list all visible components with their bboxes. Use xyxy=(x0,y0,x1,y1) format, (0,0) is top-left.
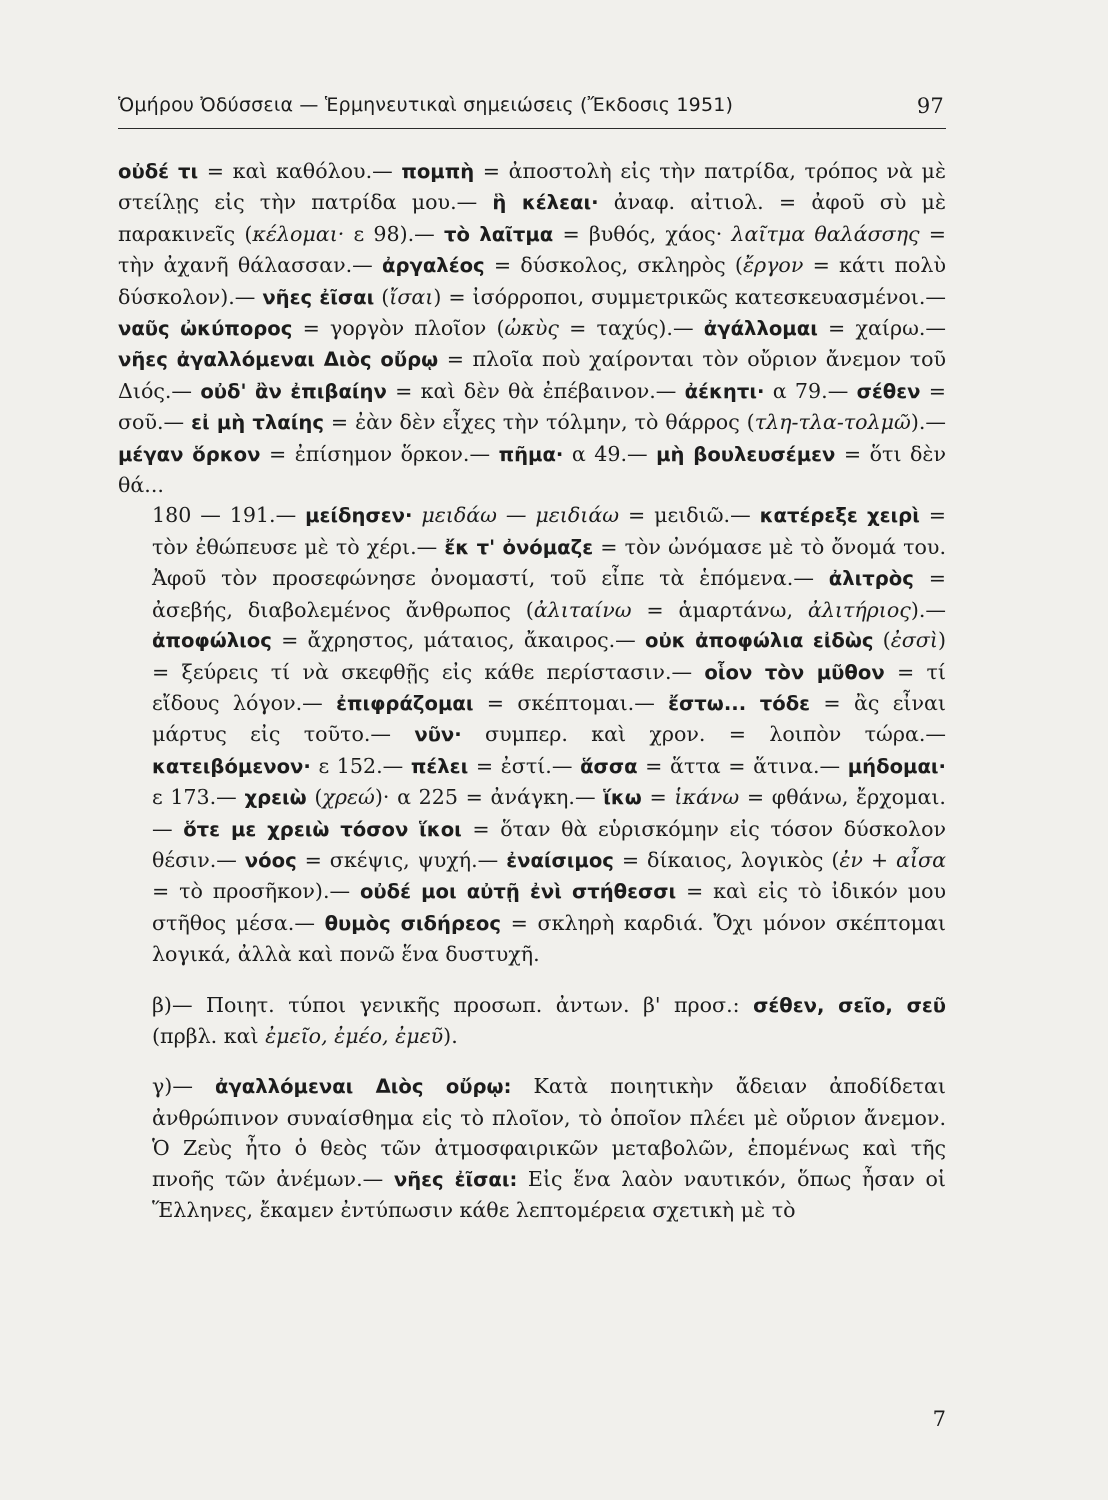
gloss-text: = κάτι πολὺ δύσκολον).— xyxy=(118,253,947,309)
lemma: ἣ κέλεαι· xyxy=(492,191,599,215)
gloss-text: )· α 225 = ἀνάγκη.— xyxy=(374,785,604,810)
header-rule xyxy=(118,128,946,129)
lemma: ναῦς ὠκύπορος xyxy=(118,317,293,341)
lemma: ἀλιτρὸς xyxy=(828,567,914,591)
gloss-text xyxy=(412,503,421,527)
gloss-text: = ἐπίσημον ὅρκον.— xyxy=(260,441,499,466)
lemma: εἰ μὴ τλαίης xyxy=(191,411,324,435)
gloss-text: α 49.— xyxy=(563,441,657,466)
gloss-text: = σοῦ.— xyxy=(118,378,946,435)
gloss-text: ) = ἰσόρροποι, συμμετρικῶς κατεσκευασμένοι.— xyxy=(433,284,946,309)
lemma: νῆες ἐῖσαι: xyxy=(393,1167,518,1191)
lemma: ἀργαλέος xyxy=(382,254,485,278)
lemma: ἀποφώλιος xyxy=(152,629,272,653)
gloss-text: = ἀσεβής, διαβολεμένος ἄνθρωπος ( xyxy=(152,566,946,622)
gloss-text: ε 152.— xyxy=(310,753,411,778)
lemma: σέθεν, σεῖο, σεῦ xyxy=(753,993,946,1017)
italic-form: ὠκὺς xyxy=(504,316,559,341)
lemma: μείδησεν· xyxy=(305,504,413,528)
gloss-text: = πλοῖα ποὺ χαίρονται τὸν οὔριον ἄνεμον τοῦ Διός.— xyxy=(118,347,947,403)
gloss-text: ).— xyxy=(910,597,946,622)
italic-form: μειδάω — μειδιάω xyxy=(421,503,620,528)
italic-form: τλη-τλα-τολμῶ xyxy=(754,410,911,435)
commentary-body xyxy=(118,156,946,1225)
lemma: ἅσσα xyxy=(580,754,638,778)
italic-form: χρεώ xyxy=(322,785,375,810)
lemma: πῆμα· xyxy=(498,442,564,466)
italic-form: ἐμεῖο, ἐμέο, ἐμεῦ xyxy=(265,1023,444,1048)
gloss-text: = ὅτι δὲν θά... xyxy=(118,441,947,498)
gloss-text: α 79.— xyxy=(764,378,857,403)
lemma: πομπὴ xyxy=(401,160,475,183)
gloss-text: = ὅταν θὰ εὑρισκόμην εἰς τόσον δύσκολον θέσιν.— xyxy=(152,816,946,872)
gloss-text: β)— Ποιητ. τύποι γενικῆς προσωπ. ἀντων. β' προσ.: xyxy=(152,992,754,1017)
gloss-text: Κατὰ ποιητικὴν ἄδειαν ἀποδίδεται ἀνθρώπινον συναίσθημα εἰς τὸ πλοῖον, τὸ ὁποῖον πλέει μὲ οὔριον ἄνεμον. Ὁ Ζεὺς ἦτο ὁ θεὸς τῶν ἀτμοσφαιρικῶν μεταβολῶν, ἑπομένως καὶ τῆς πνοῆς τῶν ἀνέμων.— xyxy=(152,1074,946,1191)
lemma: θυμὸς σιδήρεος xyxy=(324,911,501,935)
lemma: ἀγαλλόμεναι Διὸς οὔρῳ: xyxy=(215,1075,512,1099)
italic-form: ἐν + αἶσα xyxy=(839,847,947,872)
paragraph xyxy=(118,500,946,969)
gloss-text: = σκέψις, ψυχή.— xyxy=(296,847,507,872)
lemma: κατέρεξε χειρὶ xyxy=(759,504,920,528)
gloss-text: = καὶ καθόλου.— xyxy=(198,159,402,183)
gloss-text: ε 173.— xyxy=(152,785,245,810)
gloss-text: 180 — 191.— xyxy=(152,503,306,528)
gloss-text: = ἐστί.— xyxy=(468,753,581,778)
lemma: ἐπιφράζομαι xyxy=(336,691,474,715)
gloss-text: = xyxy=(641,785,675,810)
lemma: ἔκ τ' ὀνόμαζε xyxy=(444,535,594,559)
italic-form: ἐσσὶ xyxy=(890,628,938,653)
lemma: ἐναίσιμος xyxy=(506,848,614,872)
lemma: ἀέκητι· xyxy=(684,379,765,403)
gloss-text: = ἅττα = ἅτινα.— xyxy=(637,753,848,778)
gloss-text: = τὸ προσῆκον).— xyxy=(152,879,360,904)
italic-form: ἱκάνω xyxy=(674,785,740,810)
lemma: οὐδέ μοι αὐτῇ ἐνὶ στήθεσσι xyxy=(359,880,677,904)
gloss-text: = ταχύς).— xyxy=(558,316,704,341)
gloss-text: = γοργὸν πλοῖον ( xyxy=(292,316,505,341)
lemma: μήδομαι· xyxy=(847,754,946,778)
italic-form: ἴσαι xyxy=(389,284,434,309)
paragraph xyxy=(118,1071,946,1225)
gloss-text: ε 98).— xyxy=(344,221,444,246)
gloss-text: ) = ξεύρεις τί νὰ σκεφθῇς εἰς κάθε περίστασιν.— xyxy=(152,628,946,684)
lemma: μέγαν ὅρκον xyxy=(118,442,261,466)
gloss-text: = φθάνω, ἔρχομαι.— xyxy=(152,785,946,841)
italic-form: κέλομαι· xyxy=(252,221,345,246)
gloss-text: ( xyxy=(374,284,390,309)
italic-form: ἀλιτήριος xyxy=(807,597,911,622)
page-number: 97 xyxy=(916,94,944,118)
gloss-text: = ἁμαρτάνω, xyxy=(631,597,808,622)
gloss-text: = χαίρω.— xyxy=(817,316,946,341)
gloss-text: = σκληρὴ καρδιά. Ὄχι μόνον σκέπτομαι λογικά, ἀλλὰ καὶ πονῶ ἕνα δυστυχῆ. xyxy=(152,910,947,967)
gloss-text: (πρβλ. καὶ xyxy=(152,1023,266,1048)
gloss-text: = ἂς εἶναι μάρτυς εἰς τοῦτο.— xyxy=(152,690,946,747)
gloss-text: = δίκαιος, λογικὸς ( xyxy=(613,847,840,872)
lemma: ἀγάλλομαι xyxy=(703,317,818,341)
lemma: σέθεν xyxy=(856,379,921,403)
gloss-text: = ἐὰν δὲν εἶχες τὴν τόλμην, τὸ θάρρος ( xyxy=(323,410,755,435)
gloss-text: = μειδιῶ.— xyxy=(619,503,760,528)
gloss-text: ( xyxy=(873,628,891,653)
italic-form: ἔργον xyxy=(742,253,804,278)
gloss-text: = τὴν ἀχανῆ θάλασσαν.— xyxy=(118,221,947,278)
lemma: κατειβόμενον· xyxy=(152,754,311,778)
lemma: πέλει xyxy=(410,754,469,778)
gloss-text: = τὸν ὠνόμασε μὲ τὸ ὄνομά του. Ἀφοῦ τὸν προσεφώνησε ὀνομαστί, τοῦ εἶπε τὰ ἑπόμενα.— xyxy=(152,534,947,591)
gloss-text: ).— xyxy=(910,410,946,435)
gloss-text: συμπερ. καὶ χρον. = λοιπὸν τώρα.— xyxy=(461,722,946,747)
lemma: ἔστω... τόδε xyxy=(668,691,811,715)
gloss-text: ). xyxy=(443,1023,458,1048)
gloss-text: = σκέπτομαι.— xyxy=(473,690,669,715)
printer-signature-mark: 7 xyxy=(932,1407,946,1431)
gloss-text: ( xyxy=(306,785,323,810)
lemma: οἷον τὸν μῦθον xyxy=(704,660,885,684)
paragraph xyxy=(118,156,946,500)
running-header xyxy=(118,94,944,116)
gloss-text: = βυθός, χάος· xyxy=(553,221,732,246)
lemma: χρειὼ xyxy=(244,786,307,810)
gloss-text: γ)— xyxy=(152,1074,215,1099)
lemma: νῆες ἐῖσαι xyxy=(262,285,375,309)
gloss-text: = τὸν ἐθώπευσε μὲ τὸ χέρι.— xyxy=(152,503,947,559)
gloss-text: ἀναφ. αἰτιολ. = ἀφοῦ σὺ μὲ παρακινεῖς ( xyxy=(118,190,946,246)
italic-form: ἀλιταίνω xyxy=(533,597,632,622)
gloss-text: = δύσκολος, σκληρὸς ( xyxy=(484,253,743,278)
paragraph xyxy=(118,990,946,1052)
lemma: νόος xyxy=(244,848,297,872)
lemma: ἵκω xyxy=(603,786,642,810)
running-title: Ὁμήρου Ὀδύσσεια — Ἑρμηνευτικαὶ σημειώσεις (Ἔκδοσις 1951) xyxy=(118,94,734,116)
lemma: νῦν· xyxy=(414,723,462,747)
lemma: οὐδέ τι xyxy=(118,160,199,183)
gloss-text: = τί εἴδους λόγον.— xyxy=(152,659,946,715)
gloss-text: = ἄχρηστος, μάταιος, ἄκαιρος.— xyxy=(271,628,645,653)
italic-form: λαῖτμα θαλάσσης xyxy=(731,221,920,246)
gloss-text: Εἰς ἕνα λαὸν ναυτικόν, ὅπως ἦσαν οἱ Ἕλληνες, ἔκαμεν ἐντύπωσιν κάθε λεπτομέρεια σχετικὴ μὲ τὸ xyxy=(152,1166,946,1222)
gloss-text: = καὶ εἰς τὸ ἰδικόν μου στῆθος μέσα.— xyxy=(152,879,946,935)
lemma: ὅτε με χρειὼ τόσον ἵκοι xyxy=(183,817,462,841)
gloss-text: = καὶ δὲν θὰ ἐπέβαινον.— xyxy=(386,378,685,403)
lemma: μὴ βουλευσέμεν xyxy=(656,442,836,466)
lemma: νῆες ἀγαλλόμεναι Διὸς οὔρῳ xyxy=(118,348,439,372)
lemma: οὐκ ἀποφώλια εἰδὼς xyxy=(644,629,874,653)
lemma: τὸ λαῖτμα xyxy=(443,222,554,246)
lemma: οὐδ' ἂν ἐπιβαίην xyxy=(200,379,387,403)
gloss-text: = ἀποστολὴ εἰς τὴν πατρίδα, τρόπος νὰ μὲ στείλῃς εἰς τὴν πατρίδα μου.— xyxy=(118,159,946,215)
